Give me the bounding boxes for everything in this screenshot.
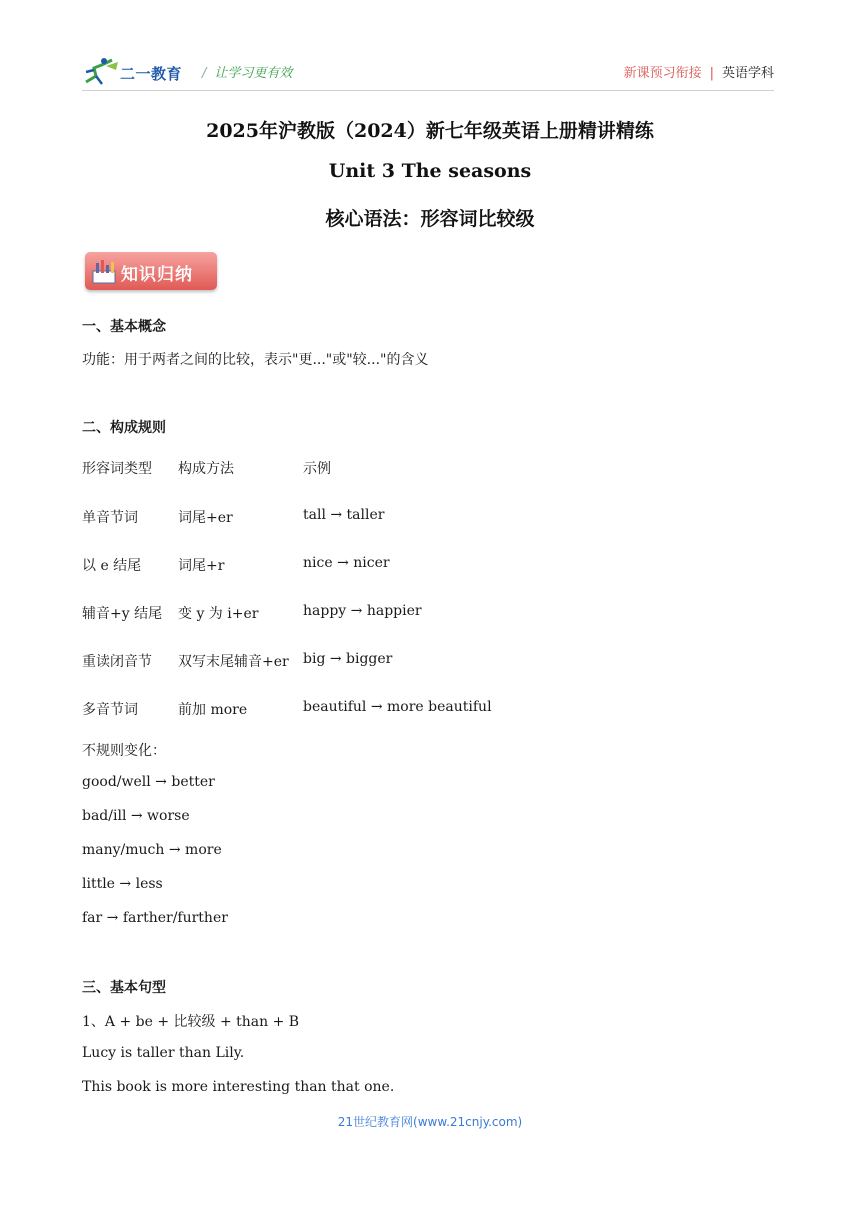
page-footer: 21世纪教育网(www.21cnjy.com) (337, 1115, 523, 1129)
runner-logo-icon (82, 56, 122, 88)
table-cell: 以 e 结尾 (82, 558, 142, 574)
list-item: bad/ill → worse (82, 808, 190, 824)
list-item: little → less (82, 876, 163, 892)
list-item: good/well → better (82, 774, 215, 790)
logo (82, 56, 190, 88)
header-right: 新课预习衔接 | 英语学科 (623, 66, 774, 81)
slogan: / 让学习更有效 (202, 66, 293, 81)
sentence-pattern: 1、A + be + 比较级 + than + B (82, 1014, 300, 1030)
table-cell: 单音节词 (82, 510, 138, 526)
section1-text: 功能：用于两者之间的比较，表示"更..."或"较..."的含义 (82, 352, 429, 368)
table-cell: 前加 more (178, 702, 248, 718)
table-header-type: 形容词类型 (82, 461, 152, 477)
table-cell: 辅音+y 结尾 (82, 606, 163, 622)
page-header (82, 56, 774, 90)
badge-label: 知识归纳 (121, 265, 193, 285)
topic-title: 核心语法：形容词比较级 (325, 208, 535, 230)
table-cell: nice → nicer (303, 555, 390, 571)
table-cell: 双写末尾辅音+er (178, 654, 289, 670)
main-title: 2025年沪教版（2024）新七年级英语上册精讲精练 (206, 120, 654, 142)
table-cell: beautiful → more beautiful (303, 699, 492, 715)
irregular-title: 不规则变化： (82, 743, 166, 759)
table-cell: 多音节词 (82, 702, 138, 718)
course-label: 新课预习衔接 (623, 66, 702, 81)
section2-heading: 二、构成规则 (82, 420, 166, 436)
list-item: far → farther/further (82, 910, 228, 926)
knowledge-badge (85, 252, 217, 290)
table-cell: 词尾+er (178, 510, 233, 526)
table-cell: tall → taller (303, 507, 385, 523)
list-item: many/much → more (82, 842, 222, 858)
slogan-text: 让学习更有效 (214, 66, 293, 81)
section1-heading: 一、基本概念 (82, 319, 166, 335)
header-divider (82, 90, 774, 91)
example-sentence: Lucy is taller than Lily. (82, 1045, 245, 1061)
table-header-example: 示例 (303, 461, 331, 477)
unit-title: Unit 3 The seasons (328, 160, 532, 182)
table-cell: happy → happier (303, 603, 422, 619)
table-cell: 词尾+r (178, 558, 225, 574)
table-cell: 重读闭音节 (82, 654, 152, 670)
table-cell: 变 y 为 i+er (178, 606, 259, 622)
logo-text: 二一教育 (120, 65, 183, 83)
section3-heading: 三、基本句型 (82, 980, 166, 996)
book-chart-icon (91, 257, 117, 285)
example-sentence: This book is more interesting than that one. (82, 1079, 395, 1095)
table-cell: big → bigger (303, 651, 393, 667)
subject-label: 英语学科 (721, 66, 774, 81)
table-header-method: 构成方法 (178, 461, 234, 477)
